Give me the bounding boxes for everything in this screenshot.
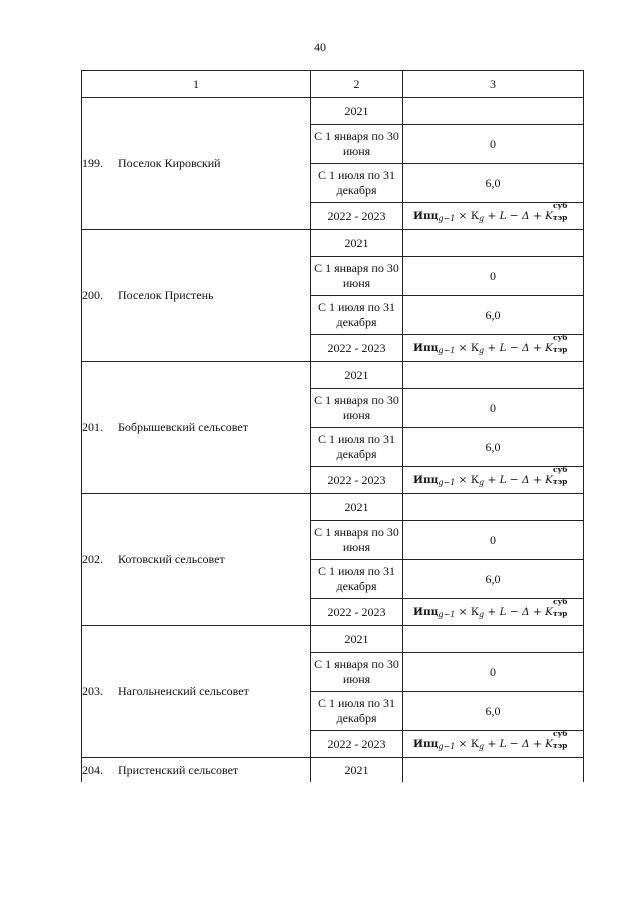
row-number: 199. [82, 156, 103, 170]
column-header-3: 3 [403, 71, 584, 98]
formula-sub-3: тэр [552, 345, 568, 354]
formula-kt: K [545, 210, 553, 222]
formula-k: К [470, 342, 479, 354]
value-cell: 6,0 [403, 692, 584, 731]
table-row [82, 230, 584, 257]
period-cell: 2022 - 2023 [311, 335, 403, 362]
formula-sub-1: g−1 [438, 478, 456, 487]
period-cell: 2022 - 2023 [311, 467, 403, 494]
formula-cell [403, 335, 584, 362]
period-cell: С 1 июля по 31 декабря [311, 164, 403, 203]
formula-k: К [470, 606, 479, 618]
formula-sup: суб [552, 729, 568, 738]
value-cell: 0 [403, 257, 584, 296]
formula-sub-2: g [478, 742, 485, 751]
value-cell [403, 98, 584, 125]
formula-sub-2: g [478, 610, 485, 619]
row-number: 202. [82, 552, 103, 566]
settlement-cell [82, 362, 311, 494]
period-cell: 2021 [311, 626, 403, 653]
formula-sup: суб [552, 201, 568, 210]
formula-rest: + L − Δ + [487, 474, 542, 486]
value-cell: 0 [403, 521, 584, 560]
value-cell: 0 [403, 125, 584, 164]
formula-sub-1: g−1 [438, 610, 456, 619]
settlement-cell [82, 626, 311, 758]
formula-index [552, 729, 573, 750]
formula-sub-2: g [478, 214, 485, 223]
formula-cell [403, 203, 584, 230]
table-row [82, 362, 584, 389]
settlement-cell [82, 230, 311, 362]
settlement-cell [82, 98, 311, 230]
formula-kt: K [545, 342, 553, 354]
formula-sup: суб [552, 333, 568, 342]
period-cell: 2021 [311, 98, 403, 125]
formula-kt: K [545, 606, 553, 618]
formula-ipc: Ипц [413, 474, 439, 486]
value-cell [403, 758, 584, 783]
formula-k: К [470, 474, 479, 486]
formula-sub-1: g−1 [438, 346, 456, 355]
period-cell: С 1 января по 30 июня [311, 389, 403, 428]
formula-times: × [458, 210, 468, 222]
period-cell: 2022 - 2023 [311, 599, 403, 626]
formula-sub-2: g [478, 346, 485, 355]
table-row [82, 626, 584, 653]
formula-times: × [458, 342, 468, 354]
period-cell: С 1 января по 30 июня [311, 653, 403, 692]
settlement-name: Поселок Кировский [118, 156, 221, 170]
formula-times: × [458, 738, 468, 750]
period-cell: С 1 июля по 31 декабря [311, 428, 403, 467]
period-cell: С 1 января по 30 июня [311, 521, 403, 560]
formula-rest: + L − Δ + [487, 342, 542, 354]
value-cell [403, 230, 584, 257]
formula-cell [403, 599, 584, 626]
row-number: 201. [82, 420, 103, 434]
period-cell: С 1 июля по 31 декабря [311, 296, 403, 335]
formula-index [552, 333, 573, 354]
value-cell: 6,0 [403, 164, 584, 203]
formula-kt: K [545, 738, 553, 750]
period-cell: С 1 января по 30 июня [311, 257, 403, 296]
value-cell [403, 494, 584, 521]
formula-sub-2: g [478, 478, 485, 487]
formula-rest: + L − Δ + [487, 606, 542, 618]
formula-times: × [458, 606, 468, 618]
period-cell: 2022 - 2023 [311, 203, 403, 230]
table-row [82, 98, 584, 125]
settlement-name: Поселок Пристень [118, 288, 214, 302]
value-cell [403, 362, 584, 389]
formula-rest: + L − Δ + [487, 210, 542, 222]
value-cell: 6,0 [403, 428, 584, 467]
table-row [82, 758, 584, 783]
formula-cell [403, 467, 584, 494]
settlement-name: Бобрышевский сельсовет [118, 420, 248, 434]
formula-index [552, 465, 573, 486]
formula-sub-3: тэр [552, 741, 568, 750]
formula-k: К [470, 738, 479, 750]
value-cell: 0 [403, 389, 584, 428]
value-cell: 0 [403, 653, 584, 692]
formula-sub-3: тэр [552, 609, 568, 618]
formula-sup: суб [552, 597, 568, 606]
formula-index [552, 597, 573, 618]
tariff-table [81, 70, 584, 782]
settlement-cell [82, 494, 311, 626]
formula-rest: + L − Δ + [487, 738, 542, 750]
settlement-name: Пристенский сельсовет [118, 762, 239, 777]
formula-ipc: Ипц [413, 342, 439, 354]
formula-sub-3: тэр [552, 213, 568, 222]
formula-ipc: Ипц [413, 738, 439, 750]
formula-kt: K [545, 474, 553, 486]
formula-k: К [470, 210, 479, 222]
value-cell: 6,0 [403, 296, 584, 335]
formula-ipc: Ипц [413, 210, 439, 222]
period-cell: 2021 [311, 362, 403, 389]
table-header-row [82, 71, 584, 98]
settlement-cell [82, 758, 311, 783]
row-number: 203. [82, 684, 103, 698]
settlement-name: Котовский сельсовет [118, 552, 225, 566]
column-header-2: 2 [311, 71, 403, 98]
formula-sub-3: тэр [552, 477, 568, 486]
formula-sub-1: g−1 [438, 742, 456, 751]
formula-times: × [458, 474, 468, 486]
value-cell: 6,0 [403, 560, 584, 599]
table-body [82, 98, 584, 783]
period-cell: С 1 июля по 31 декабря [311, 692, 403, 731]
page-number: 40 [314, 40, 326, 54]
period-cell: С 1 июля по 31 декабря [311, 560, 403, 599]
formula-ipc: Ипц [413, 606, 439, 618]
period-cell: С 1 января по 30 июня [311, 125, 403, 164]
formula-sub-1: g−1 [438, 214, 456, 223]
period-cell: 2022 - 2023 [311, 731, 403, 758]
column-header-1: 1 [82, 71, 311, 98]
table-row [82, 494, 584, 521]
period-cell: 2021 [311, 230, 403, 257]
formula-sup: суб [552, 465, 568, 474]
value-cell [403, 626, 584, 653]
settlement-name: Нагольненский сельсовет [118, 684, 249, 698]
formula-index [552, 201, 573, 222]
period-cell: 2021 [311, 758, 403, 783]
row-number: 204. [82, 762, 103, 777]
formula-cell [403, 731, 584, 758]
row-number: 200. [82, 288, 103, 302]
period-cell: 2021 [311, 494, 403, 521]
